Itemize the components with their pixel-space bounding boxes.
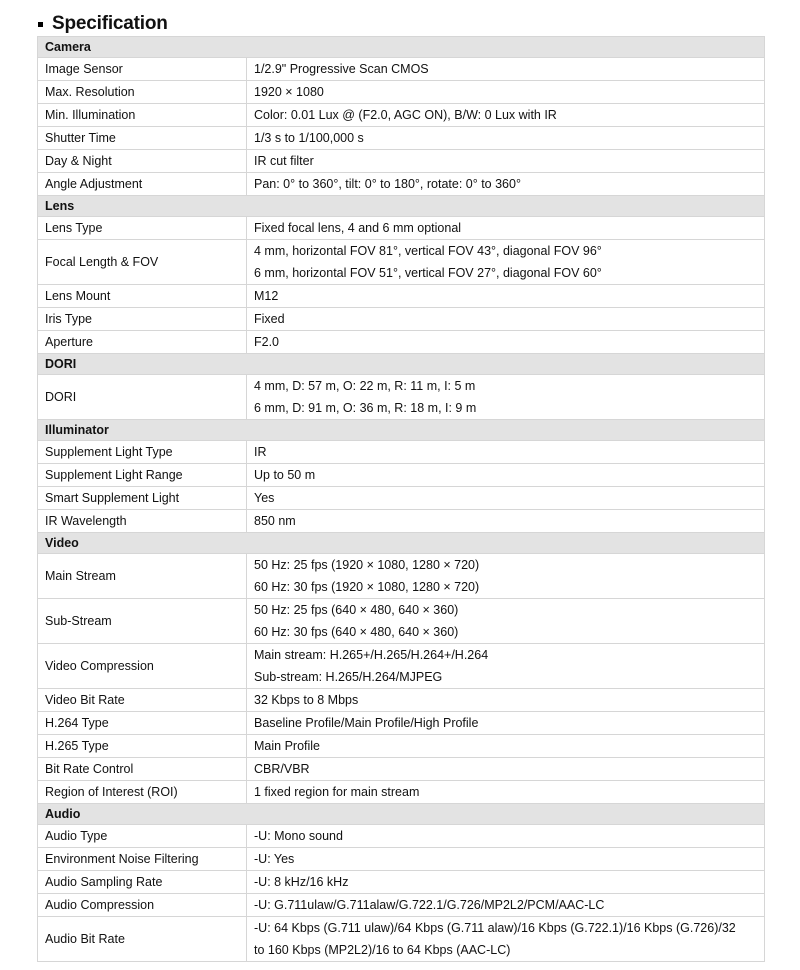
spec-value-line: 6 mm, D: 91 m, O: 36 m, R: 18 m, I: 9 m — [254, 401, 477, 415]
table-row — [38, 644, 765, 689]
table-row — [38, 735, 765, 758]
spec-key: Video Bit Rate — [38, 689, 247, 712]
section-header: Audio — [38, 804, 765, 825]
spec-value-line: -U: G.711ulaw/G.711alaw/G.722.1/G.726/MP2L2/PCM/AAC-LC — [254, 898, 605, 912]
section-header-row — [38, 196, 765, 217]
spec-value-line: Yes — [254, 491, 275, 505]
spec-key: Smart Supplement Light — [38, 487, 247, 510]
spec-value-line: Up to 50 m — [254, 468, 316, 482]
spec-value-line: CBR/VBR — [254, 762, 310, 776]
spec-value-line: -U: 8 kHz/16 kHz — [254, 875, 349, 889]
section-header-row — [38, 533, 765, 554]
spec-key: Supplement Light Type — [38, 441, 247, 464]
spec-value — [247, 917, 765, 962]
spec-value-line: IR — [254, 445, 267, 459]
spec-value-line: 4 mm, horizontal FOV 81°, vertical FOV 43°, diagonal FOV 96° — [254, 244, 602, 258]
table-row — [38, 240, 765, 285]
spec-value-line: Fixed focal lens, 4 and 6 mm optional — [254, 221, 462, 235]
spec-key: Max. Resolution — [38, 81, 247, 104]
table-row — [38, 712, 765, 735]
spec-value-line: Baseline Profile/Main Profile/High Profile — [254, 716, 479, 730]
spec-value-line: Sub-stream: H.265/H.264/MJPEG — [254, 670, 443, 684]
spec-key: IR Wavelength — [38, 510, 247, 533]
spec-value — [247, 81, 765, 104]
spec-value-line: 60 Hz: 30 fps (1920 × 1080, 1280 × 720) — [254, 580, 480, 594]
page-title — [38, 10, 168, 38]
spec-value-line: Main stream: H.265+/H.265/H.264+/H.264 — [254, 648, 489, 662]
spec-value-line: -U: Yes — [254, 852, 295, 866]
spec-value — [247, 441, 765, 464]
spec-value-line: -U: 64 Kbps (G.711 ulaw)/64 Kbps (G.711 alaw)/16 Kbps (G.722.1)/16 Kbps (G.726)/32 — [254, 921, 736, 935]
spec-key: Video Compression — [38, 644, 247, 689]
spec-value — [247, 848, 765, 871]
spec-key: Audio Sampling Rate — [38, 871, 247, 894]
spec-value — [247, 285, 765, 308]
spec-value — [247, 331, 765, 354]
spec-value — [247, 735, 765, 758]
table-row — [38, 285, 765, 308]
table-row — [38, 308, 765, 331]
specification-table — [37, 36, 765, 962]
spec-value — [247, 644, 765, 689]
spec-value — [247, 825, 765, 848]
section-header: DORI — [38, 354, 765, 375]
spec-value-line: Color: 0.01 Lux @ (F2.0, AGC ON), B/W: 0 Lux with IR — [254, 108, 557, 122]
table-row — [38, 825, 765, 848]
page-title-text: Specification — [52, 13, 168, 34]
spec-value-line: -U: Mono sound — [254, 829, 343, 843]
table-row — [38, 599, 765, 644]
table-row — [38, 150, 765, 173]
spec-key: Shutter Time — [38, 127, 247, 150]
spec-key: Audio Compression — [38, 894, 247, 917]
spec-key: Audio Type — [38, 825, 247, 848]
spec-value — [247, 689, 765, 712]
spec-value-line: 1 fixed region for main stream — [254, 785, 420, 799]
section-header: Lens — [38, 196, 765, 217]
spec-value-line: 50 Hz: 25 fps (640 × 480, 640 × 360) — [254, 603, 459, 617]
spec-value — [247, 781, 765, 804]
table-row — [38, 894, 765, 917]
spec-value-line: IR cut filter — [254, 154, 314, 168]
spec-key: Sub-Stream — [38, 599, 247, 644]
table-row — [38, 173, 765, 196]
spec-key: Bit Rate Control — [38, 758, 247, 781]
spec-value — [247, 217, 765, 240]
spec-value-line: M12 — [254, 289, 279, 303]
spec-value — [247, 554, 765, 599]
spec-value-line: 4 mm, D: 57 m, O: 22 m, R: 11 m, I: 5 m — [254, 379, 476, 393]
table-row — [38, 217, 765, 240]
table-row — [38, 81, 765, 104]
spec-key: Focal Length & FOV — [38, 240, 247, 285]
spec-value-line: to 160 Kbps (MP2L2)/16 to 64 Kbps (AAC-LC) — [254, 943, 511, 957]
spec-key: DORI — [38, 375, 247, 420]
spec-value — [247, 127, 765, 150]
spec-key: Main Stream — [38, 554, 247, 599]
spec-value — [247, 375, 765, 420]
spec-key: Angle Adjustment — [38, 173, 247, 196]
spec-key: Region of Interest (ROI) — [38, 781, 247, 804]
spec-value — [247, 104, 765, 127]
spec-value — [247, 308, 765, 331]
spec-key: Environment Noise Filtering — [38, 848, 247, 871]
spec-value-line: 1920 × 1080 — [254, 85, 324, 99]
spec-value-line: 1/2.9" Progressive Scan CMOS — [254, 62, 429, 76]
table-row — [38, 375, 765, 420]
spec-value-line: 50 Hz: 25 fps (1920 × 1080, 1280 × 720) — [254, 558, 480, 572]
spec-value-line: 1/3 s to 1/100,000 s — [254, 131, 364, 145]
table-row — [38, 487, 765, 510]
spec-value — [247, 464, 765, 487]
table-row — [38, 848, 765, 871]
spec-value — [247, 599, 765, 644]
spec-value — [247, 173, 765, 196]
spec-value — [247, 712, 765, 735]
table-row — [38, 689, 765, 712]
table-row — [38, 464, 765, 487]
spec-value — [247, 487, 765, 510]
section-header-row — [38, 354, 765, 375]
spec-value-line: 60 Hz: 30 fps (640 × 480, 640 × 360) — [254, 625, 459, 639]
spec-key: Aperture — [38, 331, 247, 354]
section-header-row — [38, 804, 765, 825]
table-row — [38, 441, 765, 464]
spec-value — [247, 510, 765, 533]
table-row — [38, 871, 765, 894]
spec-key: H.265 Type — [38, 735, 247, 758]
spec-value — [247, 758, 765, 781]
spec-value-line: 32 Kbps to 8 Mbps — [254, 693, 359, 707]
table-row — [38, 104, 765, 127]
spec-value-line: Fixed — [254, 312, 285, 326]
table-row — [38, 331, 765, 354]
section-header: Camera — [38, 37, 765, 58]
table-row — [38, 510, 765, 533]
table-row — [38, 917, 765, 962]
spec-key: H.264 Type — [38, 712, 247, 735]
section-header-row — [38, 420, 765, 441]
table-row — [38, 554, 765, 599]
spec-key: Lens Mount — [38, 285, 247, 308]
spec-value-line: F2.0 — [254, 335, 280, 349]
table-row — [38, 58, 765, 81]
section-header: Illuminator — [38, 420, 765, 441]
spec-value — [247, 894, 765, 917]
spec-key: Image Sensor — [38, 58, 247, 81]
spec-value — [247, 871, 765, 894]
spec-value — [247, 240, 765, 285]
spec-key: Iris Type — [38, 308, 247, 331]
spec-value-line: 850 nm — [254, 514, 296, 528]
spec-value-line: Main Profile — [254, 739, 320, 753]
spec-key: Min. Illumination — [38, 104, 247, 127]
section-header: Video — [38, 533, 765, 554]
spec-key: Supplement Light Range — [38, 464, 247, 487]
spec-value-line: 6 mm, horizontal FOV 51°, vertical FOV 27°, diagonal FOV 60° — [254, 266, 602, 280]
spec-key: Audio Bit Rate — [38, 917, 247, 962]
table-row — [38, 781, 765, 804]
specification-table-body — [38, 37, 765, 962]
spec-key: Lens Type — [38, 217, 247, 240]
spec-key: Day & Night — [38, 150, 247, 173]
bullet-square-icon — [38, 22, 43, 27]
table-row — [38, 758, 765, 781]
section-header-row — [38, 37, 765, 58]
table-row — [38, 127, 765, 150]
spec-value — [247, 150, 765, 173]
spec-value-line: Pan: 0° to 360°, tilt: 0° to 180°, rotate: 0° to 360° — [254, 177, 521, 191]
spec-value — [247, 58, 765, 81]
